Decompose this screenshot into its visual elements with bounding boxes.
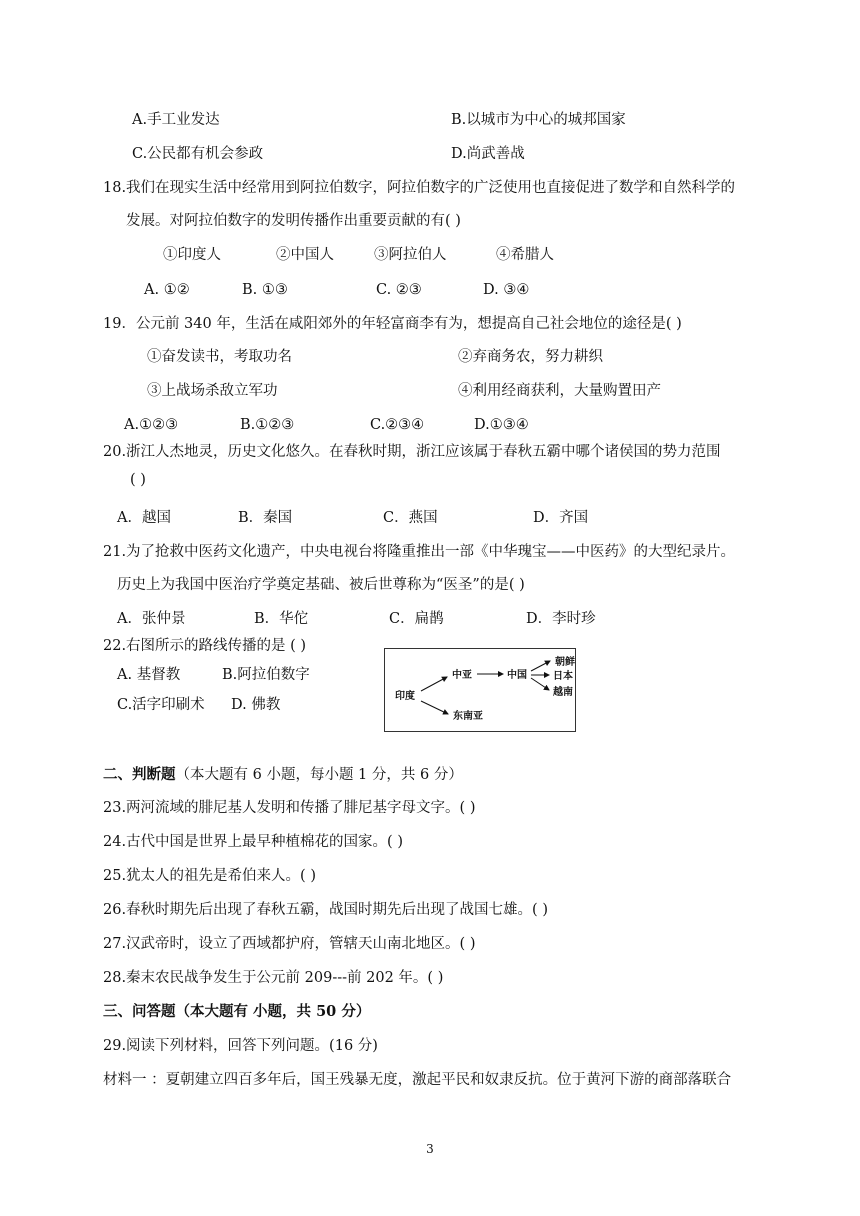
q19-stem: 19．公元前 340 年，生活在咸阳郊外的年轻富商李有为，想提高自己社会地位的途径是( ) bbox=[103, 316, 682, 332]
section2-note: （本大题有 6 小题，每小题 1 分，共 6 分） bbox=[175, 767, 463, 783]
q18-item-1: ①印度人 bbox=[163, 247, 221, 263]
q21-option-c: C．扁鹊 bbox=[389, 611, 444, 627]
q18-stem-line1: 18.我们在现实生活中经常用到阿拉伯数字，阿拉伯数字的广泛使用也直接促进了数学和自然科学的 bbox=[103, 180, 736, 196]
section2-heading bbox=[103, 766, 463, 784]
node-vietnam: 越南 bbox=[553, 687, 573, 698]
node-central-asia: 中亚 bbox=[452, 670, 472, 681]
q17-option-d: D.尚武善战 bbox=[451, 146, 525, 162]
route-diagram bbox=[384, 648, 576, 732]
q26: 26.春秋时期先后出现了春秋五霸，战国时期先后出现了战国七雄。( ) bbox=[103, 902, 548, 918]
q25: 25.犹太人的祖先是希伯来人。( ) bbox=[103, 868, 316, 884]
q27: 27.汉武帝时，设立了西域都护府，管辖天山南北地区。( ) bbox=[103, 936, 476, 952]
q18-stem-line2: 发展。对阿拉伯数字的发明传播作出重要贡献的有( ) bbox=[126, 213, 461, 229]
q20-option-d: D．齐国 bbox=[533, 510, 589, 526]
q18-option-a: A. ①② bbox=[144, 282, 190, 298]
section2-title: 二、判断题 bbox=[103, 766, 176, 783]
q19-option-c: C.②③④ bbox=[370, 417, 425, 433]
route-diagram-svg bbox=[385, 649, 575, 731]
node-india: 印度 bbox=[395, 691, 415, 702]
q22-option-d: D. 佛教 bbox=[231, 697, 281, 713]
arrow-india-to-central-asia bbox=[421, 677, 447, 691]
q19-item-2: ②弃商务农，努力耕织 bbox=[458, 349, 603, 365]
q29-material1: 材料一 ：夏朝建立四百多年后，国王残暴无度，激起平民和奴隶反抗。位于黄河下游的商部落联合 bbox=[103, 1072, 732, 1088]
node-korea: 朝鲜 bbox=[555, 657, 575, 668]
q18-item-3: ③阿拉伯人 bbox=[374, 247, 447, 263]
q21-option-b: B．华佗 bbox=[254, 611, 309, 627]
q28: 28.秦末农民战争发生于公元前 209---前 202 年。( ) bbox=[103, 970, 444, 986]
q19-option-a: A.①②③ bbox=[124, 417, 179, 433]
q17-option-b: B.以城市为中心的城邦国家 bbox=[451, 112, 626, 128]
q24: 24.古代中国是世界上最早种植棉花的国家。( ) bbox=[103, 834, 403, 850]
node-china: 中国 bbox=[507, 670, 527, 681]
q23: 23.两河流域的腓尼基人发明和传播了腓尼基字母文字。( ) bbox=[103, 800, 476, 816]
q22-option-b: B.阿拉伯数字 bbox=[222, 667, 310, 683]
page-number: 3 bbox=[426, 1142, 434, 1156]
q20-option-a: A．越国 bbox=[117, 510, 171, 526]
q19-option-b: B.①②③ bbox=[240, 417, 295, 433]
q21-stem-line2: 历史上为我国中医治疗学奠定基础、被后世尊称为“医圣”的是( ) bbox=[117, 577, 525, 593]
arrow-china-to-vietnam bbox=[531, 678, 549, 690]
arrow-china-to-korea bbox=[531, 661, 550, 671]
q18-option-d: D. ③④ bbox=[483, 282, 530, 298]
q21-option-d: D．李时珍 bbox=[526, 611, 596, 627]
q19-option-d: D.①③④ bbox=[474, 417, 529, 433]
q22-option-c: C.活字印刷术 bbox=[117, 697, 205, 713]
arrow-india-to-southeast-asia bbox=[421, 701, 448, 714]
q21-option-a: A．张仲景 bbox=[117, 611, 186, 627]
q29-stem: 29.阅读下列材料，回答下列问题。(16 分) bbox=[103, 1038, 378, 1054]
q18-item-4: ④希腊人 bbox=[496, 247, 554, 263]
q18-item-2: ②中国人 bbox=[276, 247, 334, 263]
q20-stem-line2: ( ) bbox=[130, 472, 146, 488]
q20-option-c: C．燕国 bbox=[383, 510, 438, 526]
node-japan: 日本 bbox=[553, 671, 573, 682]
q19-item-3: ③上战场杀敌立军功 bbox=[147, 383, 278, 399]
q17-option-c: C.公民都有机会参政 bbox=[132, 146, 264, 162]
q22-stem: 22.右图所示的路线传播的是 ( ) bbox=[103, 638, 307, 654]
q20-option-b: B．秦国 bbox=[238, 510, 293, 526]
q22-option-a: A. 基督教 bbox=[117, 667, 181, 683]
section3-title: 三、问答题（本大题有 小题，共 50 分） bbox=[103, 1003, 371, 1020]
q20-stem-line1: 20.浙江人杰地灵，历史文化悠久。在春秋时期，浙江应该属于春秋五霸中哪个诸侯国的势力范围 bbox=[103, 444, 721, 460]
q18-option-b: B. ①③ bbox=[242, 282, 288, 298]
q19-item-1: ①奋发读书，考取功名 bbox=[147, 349, 292, 365]
q18-option-c: C. ②③ bbox=[376, 282, 422, 298]
node-southeast-asia: 东南亚 bbox=[453, 711, 483, 722]
q17-option-a: A.手工业发达 bbox=[132, 112, 220, 128]
q19-item-4: ④利用经商获利，大量购置田产 bbox=[458, 383, 661, 399]
q21-stem-line1: 21.为了抢救中医药文化遗产，中央电视台将隆重推出一部《中华瑰宝——中医药》的大型纪录片。 bbox=[103, 544, 736, 560]
